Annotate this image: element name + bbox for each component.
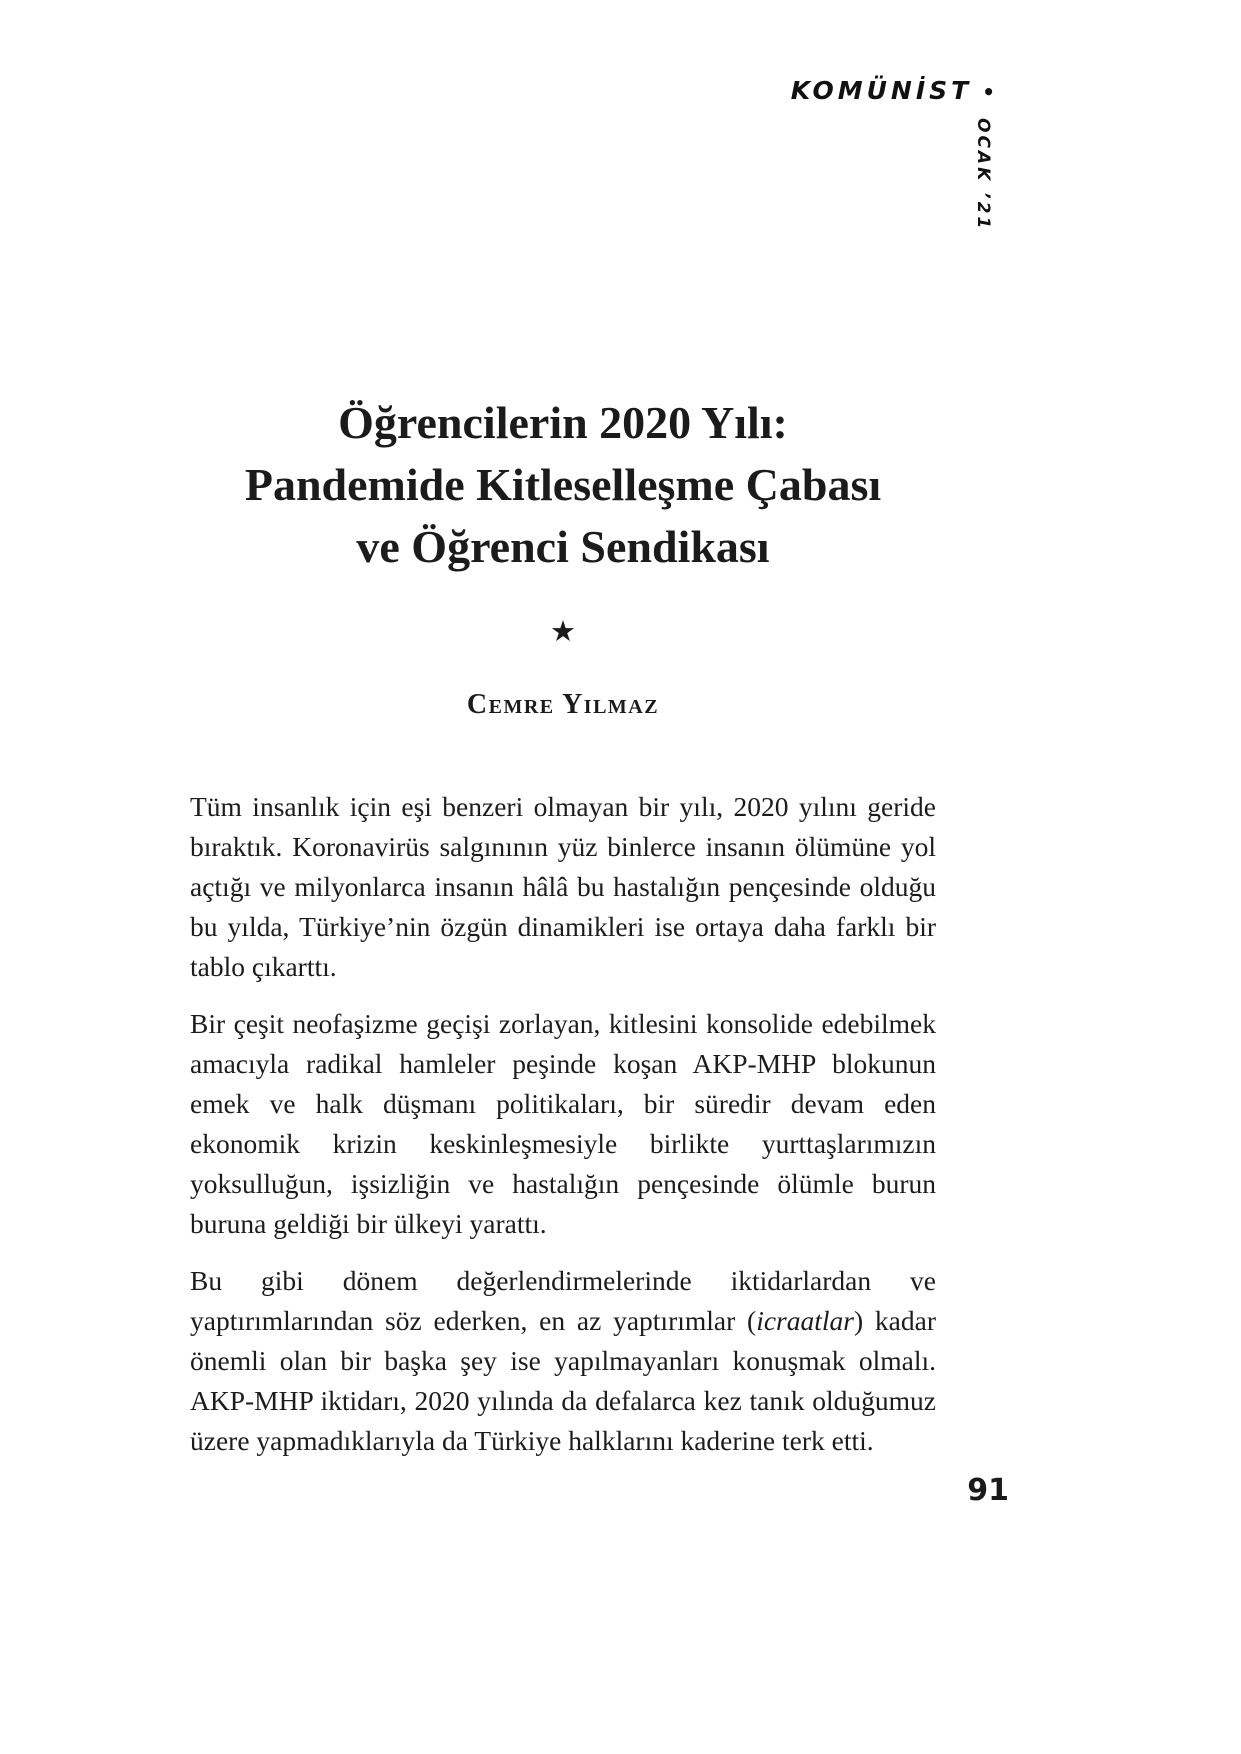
title-line-2: Pandemide Kitleselleşme Çabası: [244, 459, 882, 510]
title-line-1: Öğrencilerin 2020 Yılı:: [338, 397, 788, 448]
page-number: 91: [967, 1473, 1009, 1508]
article-title: [190, 392, 936, 578]
paragraph-1: Tüm insanlık için eşi benzeri olmayan bir yılı, 2020 yılını geride bıraktık. Koronavirüs salgınının yüz binlerce insanın ölümüne yol açtığı ve milyonlarca insanın hâlâ bu hastalığın pençesinde olduğu bu yılda, Türkiye’nin özgün dinamikleri ise ortaya daha farklı bir tablo çıkarttı.: [190, 791, 936, 982]
issue-date-label: OCAK ’21: [973, 118, 993, 232]
title-line-3: ve Öğrenci Sendikası: [356, 521, 770, 572]
article-body: [190, 787, 936, 1461]
article: [190, 392, 936, 1461]
paragraph-3-text-post: ) kadar önemli olan bir başka şey ise yapılmayanları konuşmak olmalı. AKP-MHP iktidarı, 2020 yılında da defalarca kez tanık olduğumuz üzere yapmadıklarıyla da Türkiye halklarını kaderine terk etti.: [190, 1305, 936, 1456]
bullet-icon: •: [982, 79, 995, 104]
star-separator-icon: ★: [550, 616, 576, 648]
paragraph-3-emphasis: icraatlar: [756, 1305, 854, 1336]
paragraph-2: Bir çeşit neofaşizme geçişi zorlayan, kitlesini konsolide edebilmek amacıyla radikal hamleler peşinde koşan AKP-MHP blokunun emek ve halk düşmanı politikaları, bir süredir devam eden ekonomik krizin keskinleşmesiyle birlikte yurttaşlarımızın yoksulluğun, işsizliğin ve hastalığın pençesinde ölümle burun buruna geldiği bir ülkeyi yarattı.: [190, 1008, 936, 1239]
author-name: Cemre Yılmaz: [466, 689, 660, 720]
paragraph-3: [190, 1261, 936, 1461]
masthead: [791, 76, 995, 105]
journal-name: KOMÜNİST: [790, 76, 973, 105]
paragraph-3-text-pre: Bu gibi dönem değerlendirmelerinde iktidarlardan ve yaptırımlarından söz ederken, en az yaptırımlar (: [190, 1265, 936, 1336]
